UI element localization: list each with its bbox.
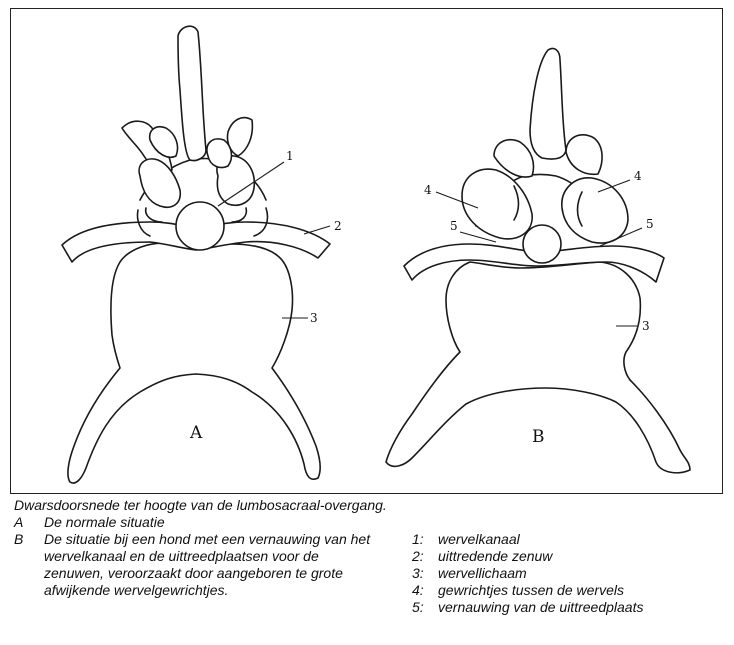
legend-item — [412, 565, 527, 582]
panel-a-spinous-process — [178, 26, 206, 160]
caption-item-b-key: B — [14, 531, 24, 547]
legend-item — [412, 582, 624, 599]
legend-label: vernauwing van de uittreedplaats — [438, 599, 644, 615]
panel-b-callout-3: 3 — [642, 319, 650, 333]
caption-item-a-text: De normale situatie — [44, 514, 165, 530]
legend-label: wervelkanaal — [438, 531, 520, 547]
legend-item — [412, 548, 552, 565]
panel-a-callout-1: 1 — [286, 149, 294, 163]
legend-number: 1: — [412, 531, 424, 547]
panel-a-spinal-canal — [176, 202, 224, 250]
legend-number: 4: — [412, 582, 424, 598]
legend-label: gewrichtjes tussen de wervels — [438, 582, 624, 598]
panel-a-vertebral-body — [68, 243, 320, 483]
caption-title: Dwarsdoorsnede ter hoogte van de lumbosacraal-overgang. — [14, 497, 387, 513]
panel-a-label: A — [190, 423, 203, 443]
panel-a-callout-3: 3 — [310, 311, 318, 325]
panel-b-facet-left — [462, 169, 532, 239]
panel-b-callout-4-right: 4 — [634, 169, 642, 183]
caption-item-a-key: A — [14, 514, 24, 530]
panel-a-callout-2: 2 — [334, 219, 342, 233]
legend-item — [412, 599, 643, 616]
panel-b-callout-5-left: 5 — [450, 219, 458, 233]
panel-b-callout-5-right: 5 — [646, 217, 654, 231]
panel-b-spinal-canal — [523, 225, 561, 263]
legend-number: 5: — [412, 599, 424, 615]
panel-b-label: B — [532, 427, 545, 447]
legend-item — [412, 531, 520, 548]
legend-label: wervellichaam — [438, 565, 527, 581]
panel-b-callout-4-left: 4 — [424, 183, 432, 197]
panel-b-facet-right — [562, 178, 628, 243]
legend-number: 2: — [412, 548, 424, 564]
panel-a-drawing — [62, 26, 330, 483]
legend-label: uittredende zenuw — [438, 548, 553, 564]
legend-number: 3: — [412, 565, 424, 581]
panel-b-drawing — [386, 48, 690, 472]
caption-item-b-text: De situatie bij een hond met een vernauwing van het wervelkanaal en de uittreedplaatsen voor de zenuwen, veroorzaakt door aangeboren te grote afwijkende wervelgewrichtjes. — [44, 531, 371, 598]
panel-b-spinous-process — [530, 48, 566, 159]
